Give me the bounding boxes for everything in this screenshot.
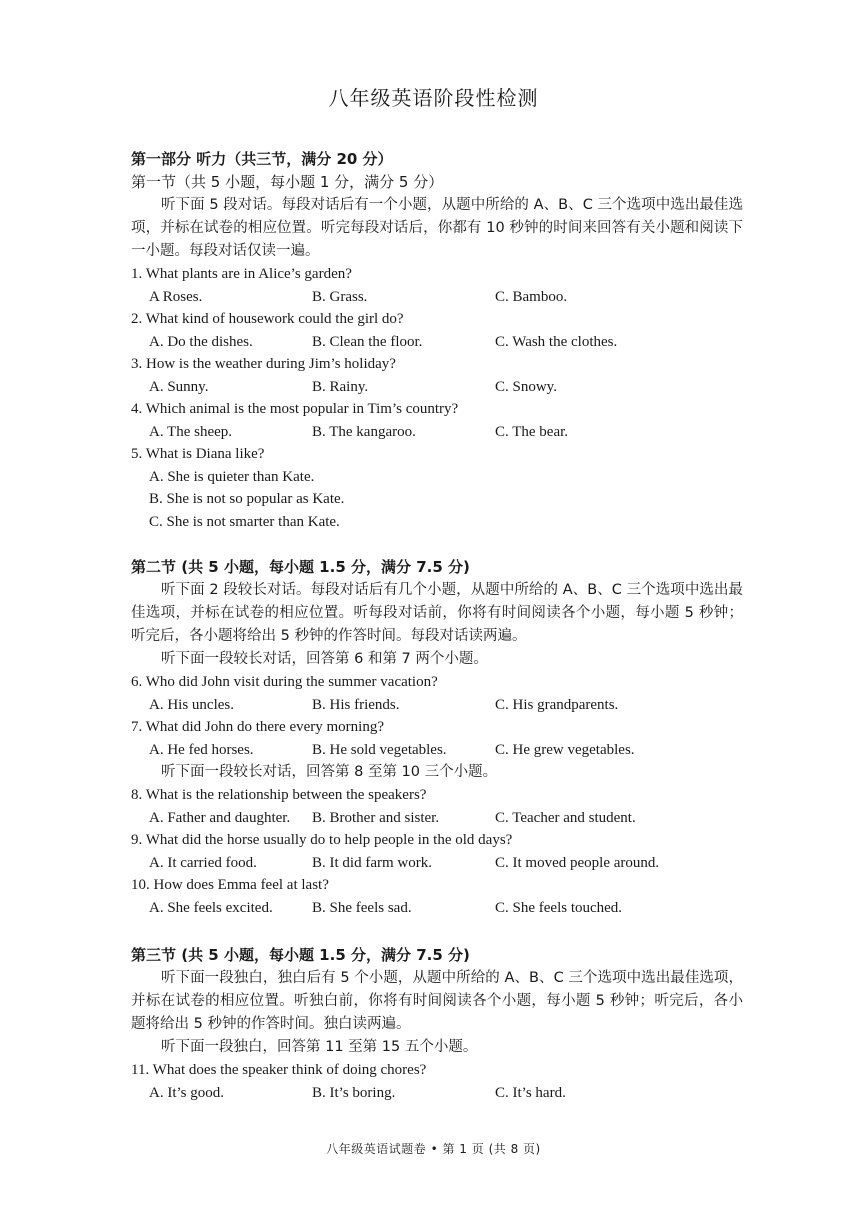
option-c[interactable]: C. She feels touched. bbox=[495, 899, 623, 916]
option-a[interactable]: A. Do the dishes. bbox=[149, 333, 253, 350]
option-c[interactable]: C. It’s hard. bbox=[495, 1084, 566, 1101]
option-c[interactable]: C. It moved people around. bbox=[495, 854, 660, 871]
part1-heading: 第一部分 听力（共三节，满分 20 分） bbox=[131, 150, 393, 168]
question-text: 8. What is the relationship between the speakers? bbox=[131, 787, 427, 803]
question-item bbox=[131, 874, 743, 919]
question-item bbox=[131, 308, 743, 353]
section2-title: 第二节 (共 5 小题，每小题 1.5 分，满分 7.5 分) bbox=[131, 558, 470, 576]
option-b[interactable]: B. The kangaroo. bbox=[312, 423, 416, 440]
option-a[interactable]: A. She is quieter than Kate. bbox=[149, 468, 315, 485]
option-a[interactable]: A. He fed horses. bbox=[149, 741, 254, 758]
option-b[interactable]: B. His friends. bbox=[312, 696, 400, 713]
question-text: 4. Which animal is the most popular in Tim’s country? bbox=[131, 401, 459, 417]
option-b[interactable]: B. He sold vegetables. bbox=[312, 741, 447, 758]
option-b[interactable]: B. She is not so popular as Kate. bbox=[149, 491, 345, 507]
question-text: 5. What is Diana like? bbox=[131, 446, 265, 462]
section2 bbox=[131, 556, 743, 919]
option-b[interactable]: B. Brother and sister. bbox=[312, 809, 440, 826]
option-b[interactable]: B. It’s boring. bbox=[312, 1084, 396, 1101]
option-c[interactable]: C. His grandparents. bbox=[495, 696, 619, 713]
option-b[interactable]: B. Grass. bbox=[312, 288, 368, 305]
option-c[interactable]: C. Wash the clothes. bbox=[495, 333, 618, 350]
option-a[interactable]: A. It’s good. bbox=[149, 1084, 224, 1101]
section2-sub-instruction-1: 听下面一段较长对话，回答第 6 和第 7 两个小题。 bbox=[161, 651, 488, 667]
section3-sub-instruction: 听下面一段独白，回答第 11 至第 15 五个小题。 bbox=[161, 1039, 478, 1055]
option-b[interactable]: B. It did farm work. bbox=[312, 854, 432, 871]
options-row bbox=[131, 807, 743, 830]
question-text: 1. What plants are in Alice’s garden? bbox=[131, 266, 352, 282]
options-row bbox=[131, 739, 743, 762]
section1-instruction: 听下面 5 段对话。每段对话后有一个小题，从题中所给的 A、B、C 三个选项中选出最佳选项，并标在试卷的相应位置。听完每段对话后，你都有 10 秒钟的时间来回答有关小题和阅读下一小题。每段对话仅读一遍。 bbox=[131, 197, 743, 259]
options-row bbox=[131, 331, 743, 354]
option-a[interactable]: A. Father and daughter. bbox=[149, 809, 291, 826]
section1 bbox=[131, 171, 743, 533]
question-item bbox=[131, 353, 743, 398]
options-row bbox=[131, 1082, 743, 1105]
option-a[interactable]: A. She feels excited. bbox=[149, 899, 273, 916]
question-text: 6. Who did John visit during the summer vacation? bbox=[131, 674, 438, 690]
option-a[interactable]: A. It carried food. bbox=[149, 854, 257, 871]
question-text: 10. How does Emma feel at last? bbox=[131, 877, 329, 893]
question-item bbox=[131, 716, 743, 761]
options-row bbox=[131, 897, 743, 920]
question-text: 2. What kind of housework could the girl do? bbox=[131, 311, 404, 327]
option-c[interactable]: C. Bamboo. bbox=[495, 288, 568, 305]
option-c[interactable]: C. Snowy. bbox=[495, 378, 557, 395]
option-c[interactable]: C. He grew vegetables. bbox=[495, 741, 635, 758]
question-item bbox=[131, 784, 743, 829]
question-item bbox=[131, 263, 743, 308]
option-b[interactable]: B. She feels sad. bbox=[312, 899, 412, 916]
option-a[interactable]: A. His uncles. bbox=[149, 696, 234, 713]
page-footer: 八年级英语试题卷 • 第 1 页 (共 8 页) bbox=[326, 1142, 541, 1156]
section1-title: 第一节（共 5 小题，每小题 1 分，满分 5 分） bbox=[131, 173, 444, 191]
option-a[interactable]: A. The sheep. bbox=[149, 423, 233, 440]
question-item bbox=[131, 671, 743, 716]
options-row bbox=[131, 286, 743, 309]
option-b[interactable]: B. Clean the floor. bbox=[312, 333, 423, 350]
question-item bbox=[131, 1059, 743, 1104]
option-c[interactable]: C. The bear. bbox=[495, 423, 569, 440]
question-text: 3. How is the weather during Jim’s holiday? bbox=[131, 356, 396, 372]
question-text: 11. What does the speaker think of doing chores? bbox=[131, 1062, 427, 1078]
section3-title: 第三节 (共 5 小题，每小题 1.5 分，满分 7.5 分) bbox=[131, 946, 470, 964]
option-c[interactable]: C. She is not smarter than Kate. bbox=[149, 513, 340, 530]
option-b[interactable]: B. Rainy. bbox=[312, 378, 369, 395]
question-item bbox=[131, 443, 743, 533]
question-item bbox=[131, 398, 743, 443]
section3-instruction: 听下面一段独白，独白后有 5 个小题，从题中所给的 A、B、C 三个选项中选出最佳选项，并标在试卷的相应位置。听独白前，你将有时间阅读各个小题，每小题 5 秒钟；听完后，各小题将给出 5 秒钟的作答时间。独白读两遍。 bbox=[131, 970, 743, 1032]
section2-sub-instruction-2: 听下面一段较长对话，回答第 8 至第 10 三个小题。 bbox=[161, 764, 498, 780]
options-row bbox=[131, 694, 743, 717]
question-item bbox=[131, 829, 743, 874]
page-title: 八年级英语阶段性检测 bbox=[328, 86, 539, 110]
option-a[interactable]: A. Sunny. bbox=[149, 378, 209, 395]
section3 bbox=[131, 944, 743, 1104]
question-text: 9. What did the horse usually do to help people in the old days? bbox=[131, 832, 513, 848]
options-row bbox=[131, 376, 743, 399]
options-row bbox=[131, 421, 743, 444]
section2-instruction: 听下面 2 段较长对话。每段对话后有几个小题，从题中所给的 A、B、C 三个选项中选出最佳选项，并标在试卷的相应位置。听每段对话前，你将有时间阅读各个小题，每小题 5 秒钟；听完后，各小题将给出 5 秒钟的作答时间。每段对话读两遍。 bbox=[131, 582, 743, 644]
question-text: 7. What did John do there every morning? bbox=[131, 719, 384, 735]
options-row bbox=[131, 852, 743, 875]
option-a[interactable]: A Roses. bbox=[149, 288, 203, 305]
option-c[interactable]: C. Teacher and student. bbox=[495, 809, 636, 826]
